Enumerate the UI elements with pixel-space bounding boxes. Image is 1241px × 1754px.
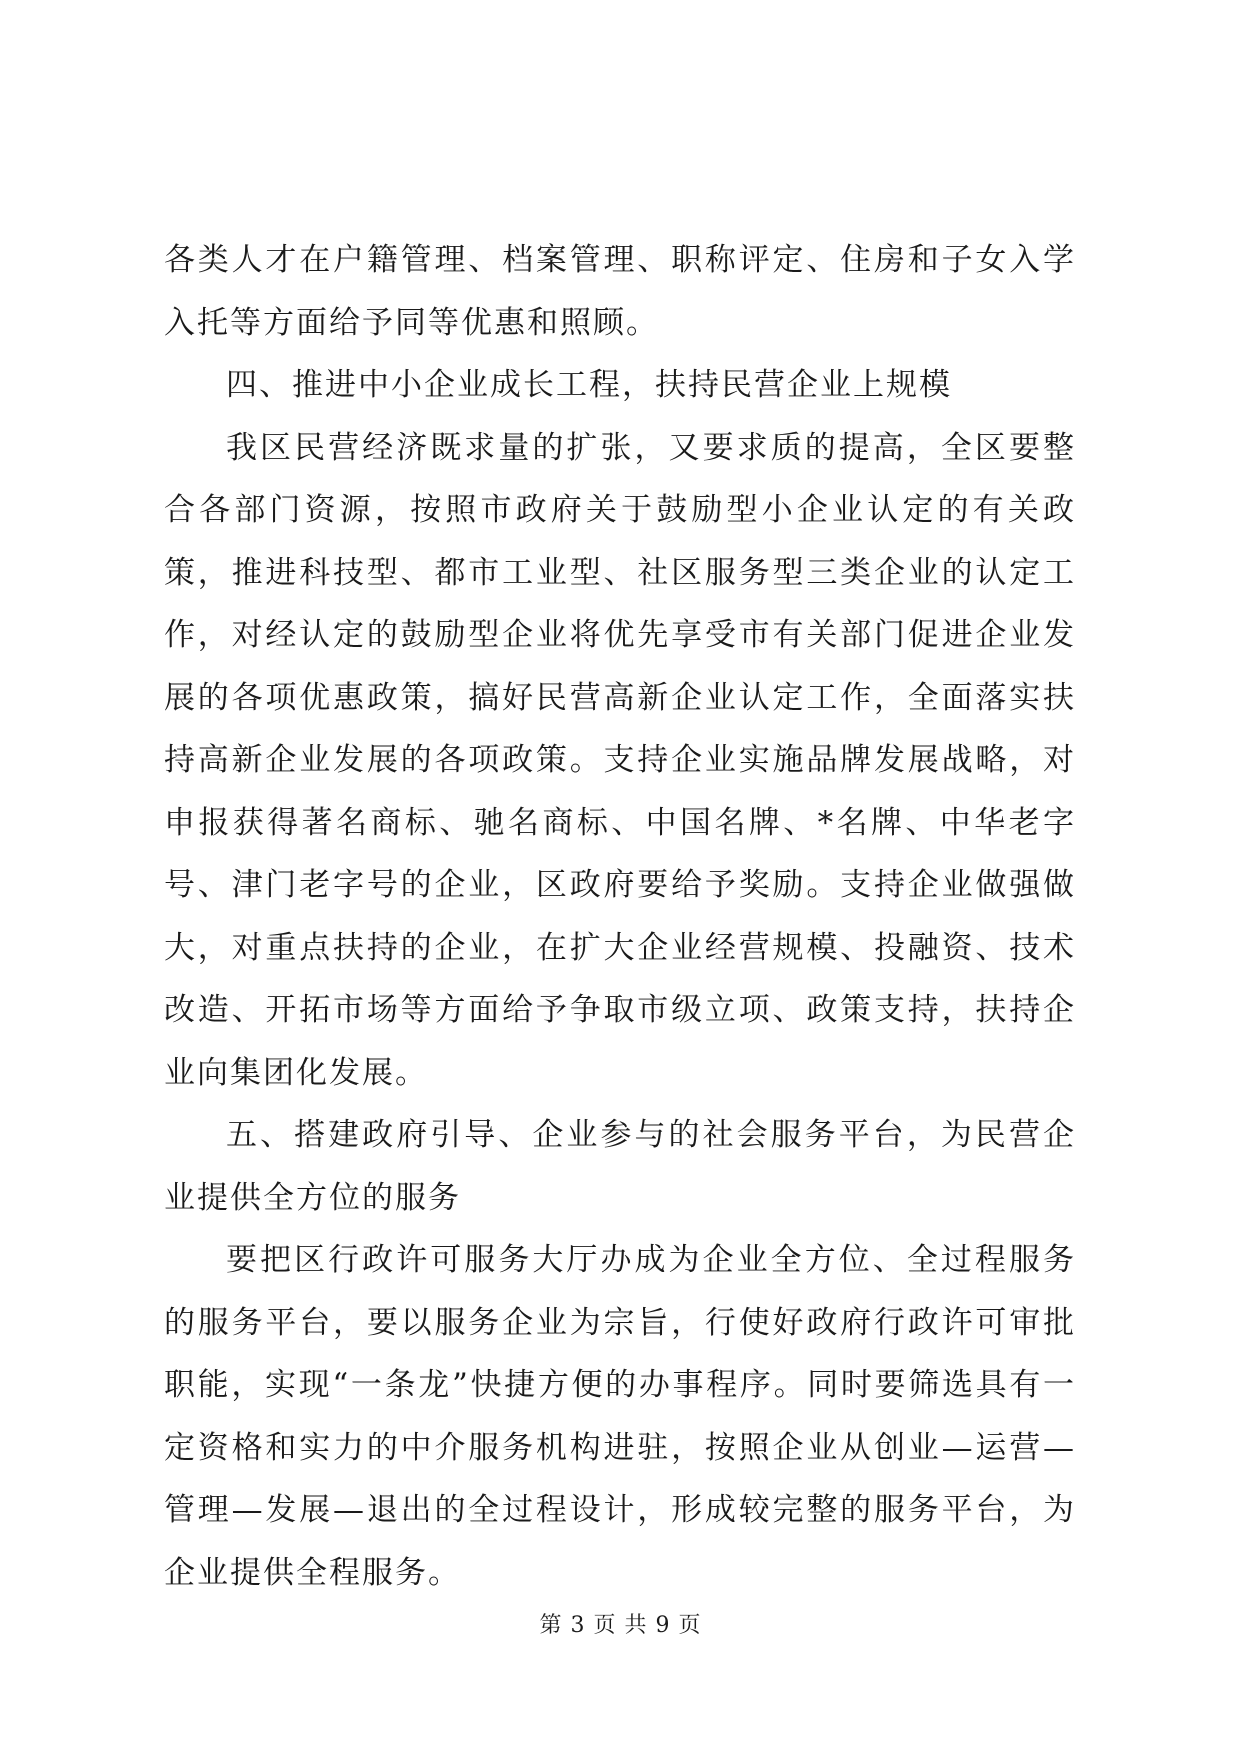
- document-body: [164, 229, 1076, 1604]
- section-heading-four: 四、推进中小企业成长工程，扶持民营企业上规模: [226, 367, 952, 403]
- paragraph-section-five-body: 要把区行政许可服务大厅办成为企业全方位、全过程服务的服务平台，要以服务企业为宗旨，行使好政府行政许可审批职能，实现“一条龙”快捷方便的办事程序。同时要筛选具有一定资格和实力的中介服务机构进驻，按照企业从创业—运营—管理—发展—退出的全过程设计，形成较完整的服务平台，为企业提供全程服务。: [164, 1242, 1076, 1591]
- section-heading-five: 五、搭建政府引导、企业参与的社会服务平台，为民营企业提供全方位的服务: [164, 1117, 1076, 1216]
- paragraph-continuation: 各类人才在户籍管理、档案管理、职称评定、住房和子女入学入托等方面给予同等优惠和照顾。: [164, 242, 1076, 341]
- page-number-footer: 第 3 页 共 9 页: [539, 1613, 702, 1638]
- paragraph-section-four-body: 我区民营经济既求量的扩张，又要求质的提高，全区要整合各部门资源，按照市政府关于鼓励型小企业认定的有关政策，推进科技型、都市工业型、社区服务型三类企业的认定工作，对经认定的鼓励型企业将优先享受市有关部门促进企业发展的各项优惠政策，搞好民营高新企业认定工作，全面落实扶持高新企业发展的各项政策。支持企业实施品牌发展战略，对申报获得著名商标、驰名商标、中国名牌、*名牌、中华老字号、津门老字号的企业，区政府要给予奖励。支持企业做强做大，对重点扶持的企业，在扩大企业经营规模、投融资、技术改造、开拓市场等方面给予争取市级立项、政策支持，扶持企业向集团化发展。: [164, 429, 1076, 1091]
